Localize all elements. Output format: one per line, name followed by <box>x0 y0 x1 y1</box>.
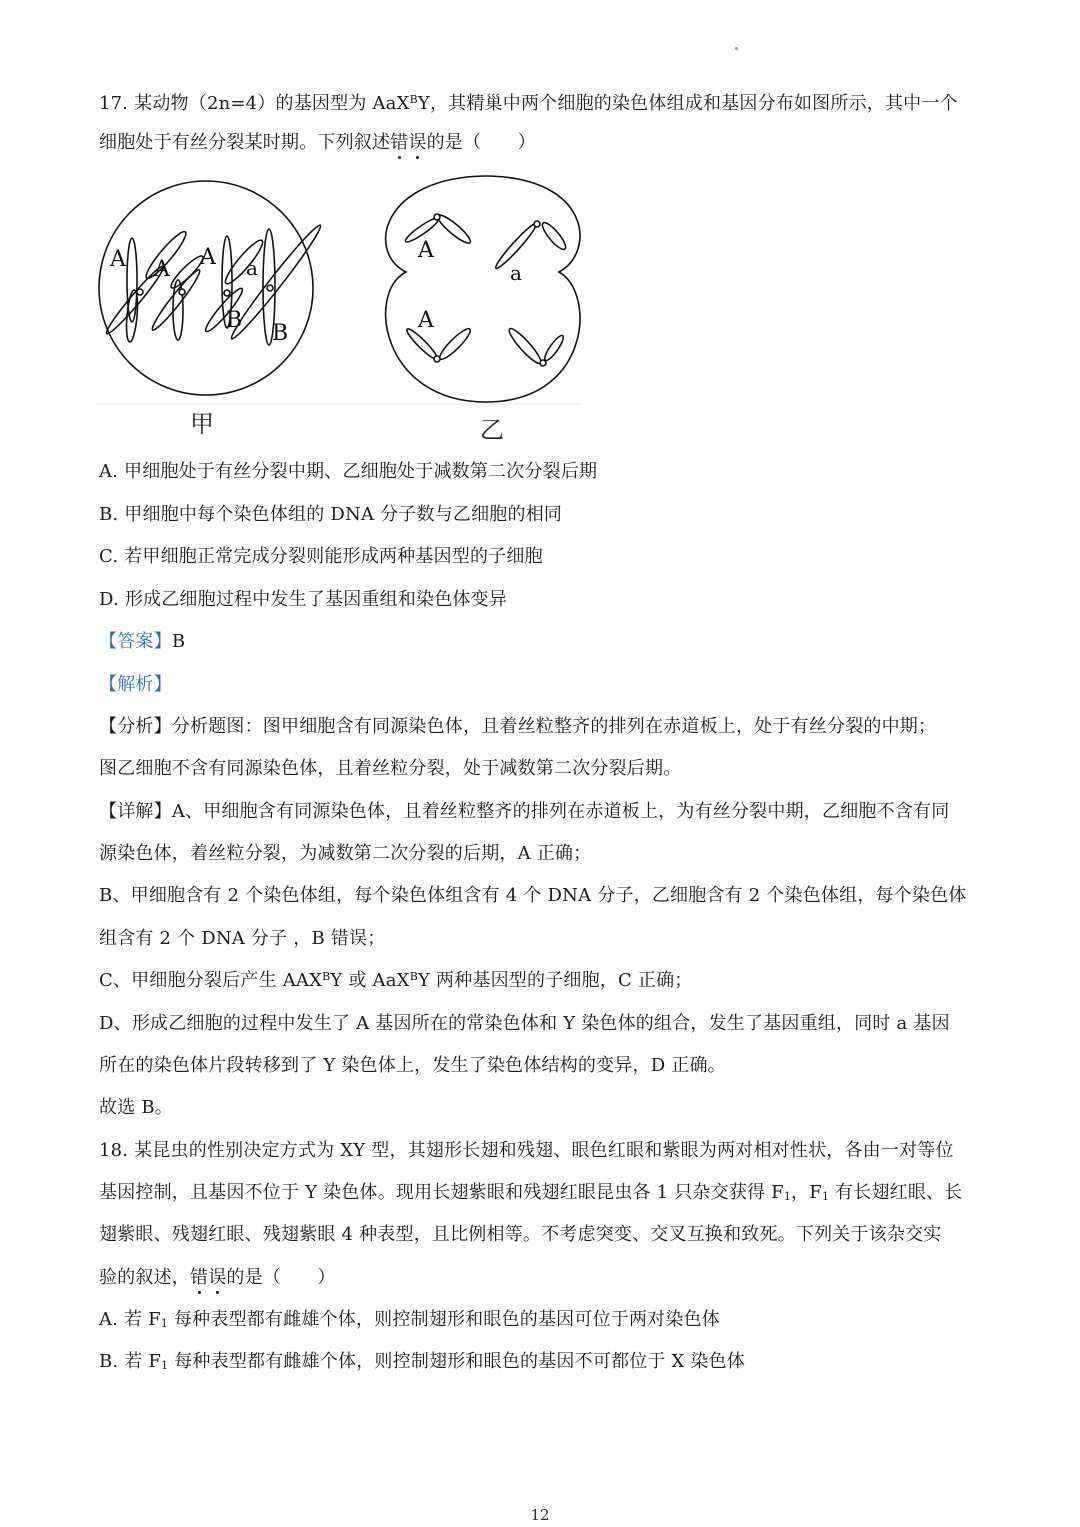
q17-stem-text: 细胞处于有丝分裂某时期。下列叙述 <box>99 132 391 153</box>
q17-answer <box>99 630 185 654</box>
analysis-text: 分析题图：图甲细胞含有同源染色体，且着丝粒整齐的排列在赤道板上，处于有丝分裂的中期； <box>171 716 937 737</box>
q18-stem-text: 有长翅红眼、长 <box>829 1182 963 1203</box>
q17-analysis-line2: 图乙细胞不含有同源染色体，且着丝粒分裂，处于减数第二次分裂后期。 <box>99 758 682 779</box>
emphasis-char: 错 <box>190 1267 209 1288</box>
q17-option-d: D. 形成乙细胞过程中发生了基因重组和染色体变异 <box>99 589 508 610</box>
gene-label: A <box>200 245 216 270</box>
detail-text: A、甲细胞含有同源染色体，且着丝粒整齐的排列在赤道板上，为有丝分裂中期，乙细胞不含有同 <box>171 801 950 822</box>
emphasis-char: 错 <box>390 132 409 153</box>
q17-detail-line4: 组含有 2 个 DNA 分子 ，B 错误； <box>99 928 386 949</box>
answer-value: B <box>171 631 186 652</box>
q17-detail-line5 <box>99 969 692 993</box>
q17-detail-line7: 所在的染色体片段转移到了 Y 染色体上，发生了染色体结构的变异，D 正确。 <box>99 1055 726 1076</box>
q17-stem-text: 17. 某动物（2n=4）的基因型为 AaX <box>99 93 410 114</box>
gene-label: B <box>272 321 289 346</box>
q18-option-a <box>99 1308 720 1332</box>
q18-stem-line1: 18. 某昆虫的性别决定方式为 XY 型，其翅形长翅和残翅、眼色红眼和紫眼为两对相对性状，各由一对等位 <box>99 1140 954 1161</box>
q17-stem-line2 <box>99 131 536 155</box>
detail-text: Y 两种基因型的子细胞，C 正确； <box>417 970 693 991</box>
q17-option-c: C. 若甲细胞正常完成分裂则能形成两种基因型的子细胞 <box>99 546 543 567</box>
gene-label: A <box>154 257 170 282</box>
q17-option-a: A. 甲细胞处于有丝分裂中期、乙细胞处于减数第二次分裂后期 <box>99 461 598 482</box>
superscript: B <box>409 970 418 983</box>
detail-text: Y 或 AaX <box>330 970 410 991</box>
superscript: B <box>409 93 418 106</box>
option-text: 每种表型都有雌雄个体，则控制翅形和眼色的基因可位于两对染色体 <box>168 1309 720 1330</box>
q17-stem-line1 <box>99 92 958 116</box>
option-text: A. 若 F <box>99 1309 161 1330</box>
q17-stem-text: 的是（ ） <box>426 132 536 153</box>
cell-jia-outline <box>99 181 313 395</box>
q17-option-b: B. 甲细胞中每个染色体组的 DNA 分子数与乙细胞的相同 <box>99 504 563 525</box>
cell-yi-outline <box>386 176 580 402</box>
analysis-tag: 【分析】 <box>99 716 172 737</box>
figure-caption-yi: 乙 <box>480 416 504 444</box>
gene-label: A <box>418 238 434 263</box>
detail-text: C、甲细胞分裂后产生 AAX <box>99 970 323 991</box>
q17-detail-line6: D、形成乙细胞的过程中发生了 A 基因所在的常染色体和 Y 染色体的组合，发生了基因重组，同时 a 基因 <box>99 1013 950 1034</box>
q18-stem-line3: 翅紫眼、残翅红眼、残翅紫眼 4 种表型，且比例相等。不考虑突变、交叉互换和致死。下列关于该杂交实 <box>99 1224 942 1245</box>
q18-stem-line2 <box>99 1181 962 1205</box>
q17-detail-line3: B、甲细胞含有 2 个染色体组，每个染色体组含有 4 个 DNA 分子，乙细胞含有 2 个染色体组，每个染色体 <box>99 885 967 906</box>
subscript: 1 <box>161 1359 169 1372</box>
scan-dot <box>735 47 738 50</box>
q17-detail-line1 <box>99 800 949 824</box>
q18-stem-text: 基因控制，且基因不位于 Y 染色体。现用长翅紫眼和残翅红眼昆虫各 1 只杂交获得 F <box>99 1182 784 1203</box>
q18-option-b <box>99 1350 745 1374</box>
q18-stem-text: 验的叙述， <box>99 1267 190 1288</box>
subscript: 1 <box>821 1190 830 1203</box>
chromosome-diagram <box>96 172 586 442</box>
gene-label: A <box>110 247 126 272</box>
q17-conclusion: 故选 B。 <box>99 1097 173 1118</box>
q18-stem-text: ，F <box>791 1182 822 1203</box>
subscript: 1 <box>783 1190 792 1203</box>
q17-figure <box>96 172 586 442</box>
superscript: B <box>322 970 331 983</box>
answer-tag: 【答案】 <box>99 631 172 652</box>
q18-stem-line4 <box>99 1266 336 1290</box>
option-text: B. 若 F <box>99 1351 162 1372</box>
figure-caption-jia: 甲 <box>190 410 214 438</box>
gene-label: B <box>226 308 243 333</box>
emphasis-char: 误 <box>208 1267 227 1288</box>
subscript: 1 <box>160 1317 169 1330</box>
explain-tag: 【解析】 <box>99 674 172 695</box>
q17-explain-heading <box>99 673 172 697</box>
emphasis-char: 误 <box>408 132 427 153</box>
gene-label: a <box>246 256 258 280</box>
gene-label: a <box>510 261 522 285</box>
q17-stem-text: Y，其精巢中两个细胞的染色体组成和基因分布如图所示，其中一个 <box>417 93 958 114</box>
detail-tag: 【详解】 <box>99 801 172 822</box>
option-text: 每种表型都有雌雄个体，则控制翅形和眼色的基因不可都位于 X 染色体 <box>168 1351 746 1372</box>
page-number: 12 <box>530 1506 550 1524</box>
q17-analysis-line1 <box>99 715 936 739</box>
q17-detail-line2: 源染色体，着丝粒分裂，为减数第二次分裂的后期，A 正确； <box>99 843 592 864</box>
q18-stem-text: 的是（ ） <box>226 1267 336 1288</box>
gene-label: A <box>418 308 434 333</box>
